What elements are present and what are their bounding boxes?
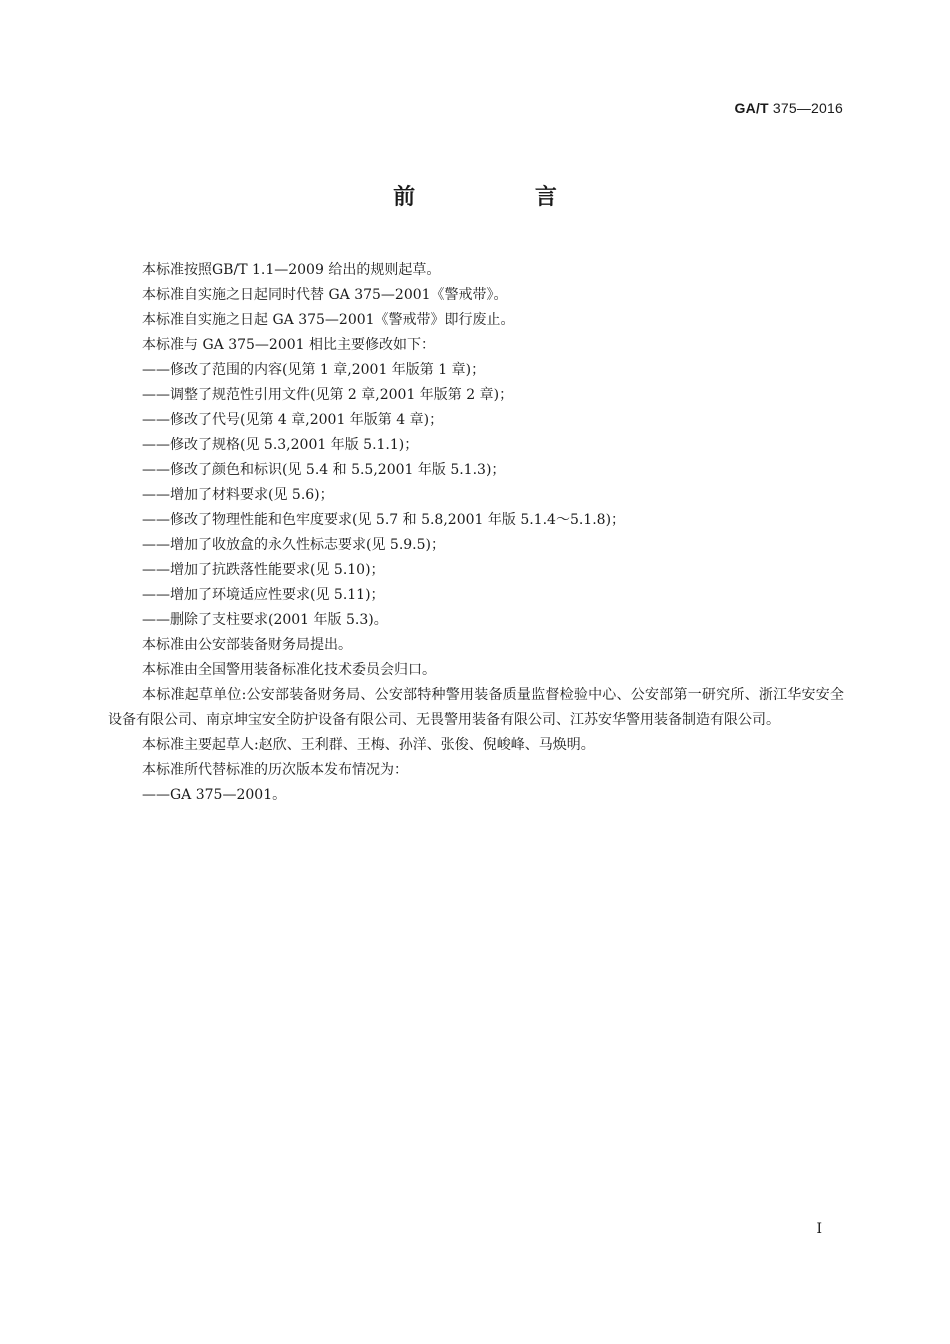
paragraph-replacement: 本标准自实施之日起同时代替 GA 375—2001《警戒带》。 [142, 287, 508, 303]
standard-code [735, 100, 843, 116]
standard-code-number: 375—2016 [772, 100, 843, 116]
standard-code-prefix: GA/T [734, 100, 769, 116]
foreword-body [108, 258, 844, 808]
paragraph-drafters: 本标准主要起草人:赵欣、王利群、王梅、孙洋、张俊、倪峻峰、马焕明。 [142, 737, 595, 753]
paragraph-committee: 本标准由全国警用装备标准化技术委员会归口。 [142, 662, 436, 678]
change-item: ——修改了颜色和标识(见 5.4 和 5.5,2001 年版 5.1.3)； [142, 462, 506, 478]
change-item: ——增加了收放盒的永久性标志要求(见 5.9.5)； [142, 537, 445, 553]
change-item: ——修改了范围的内容(见第 1 章,2001 年版第 1 章)； [142, 362, 486, 378]
page-number: I [816, 1221, 822, 1237]
change-item: ——修改了规格(见 5.3,2001 年版 5.1.1)； [142, 437, 419, 453]
change-item: ——增加了材料要求(见 5.6)； [142, 487, 334, 503]
history-item: ——GA 375—2001。 [142, 787, 287, 803]
change-item: ——修改了代号(见第 4 章,2001 年版第 4 章)； [142, 412, 444, 428]
change-item: ——增加了环境适应性要求(见 5.11)； [142, 587, 385, 603]
page-title: 前 言 [393, 185, 613, 210]
change-item: ——删除了支柱要求(2001 年版 5.3)。 [142, 612, 388, 628]
paragraph-abolition: 本标准自实施之日起 GA 375—2001《警戒带》即行废止。 [142, 312, 515, 328]
paragraph-proposer: 本标准由公安部装备财务局提出。 [142, 637, 352, 653]
paragraph-drafting-rules: 本标准按照GB/T 1.1—2009 给出的规则起草。 [142, 262, 441, 278]
change-item: ——调整了规范性引用文件(见第 2 章,2001 年版第 2 章)； [142, 387, 514, 403]
paragraph-changes-intro: 本标准与 GA 375—2001 相比主要修改如下： [142, 337, 435, 353]
paragraph-history-intro: 本标准所代替标准的历次版本发布情况为： [142, 762, 408, 778]
paragraph-drafting-units: 本标准起草单位:公安部装备财务局、公安部特种警用装备质量监督检验中心、公安部第一研究所、浙江华安安全设备有限公司、南京坤宝安全防护设备有限公司、无畏警用装备有限公司、江苏安华警用装备制造有限公司。 [108, 687, 844, 728]
change-item: ——修改了物理性能和色牢度要求(见 5.7 和 5.8,2001 年版 5.1.4～5.1.8)； [142, 512, 626, 528]
change-item: ——增加了抗跌落性能要求(见 5.10)； [142, 562, 385, 578]
